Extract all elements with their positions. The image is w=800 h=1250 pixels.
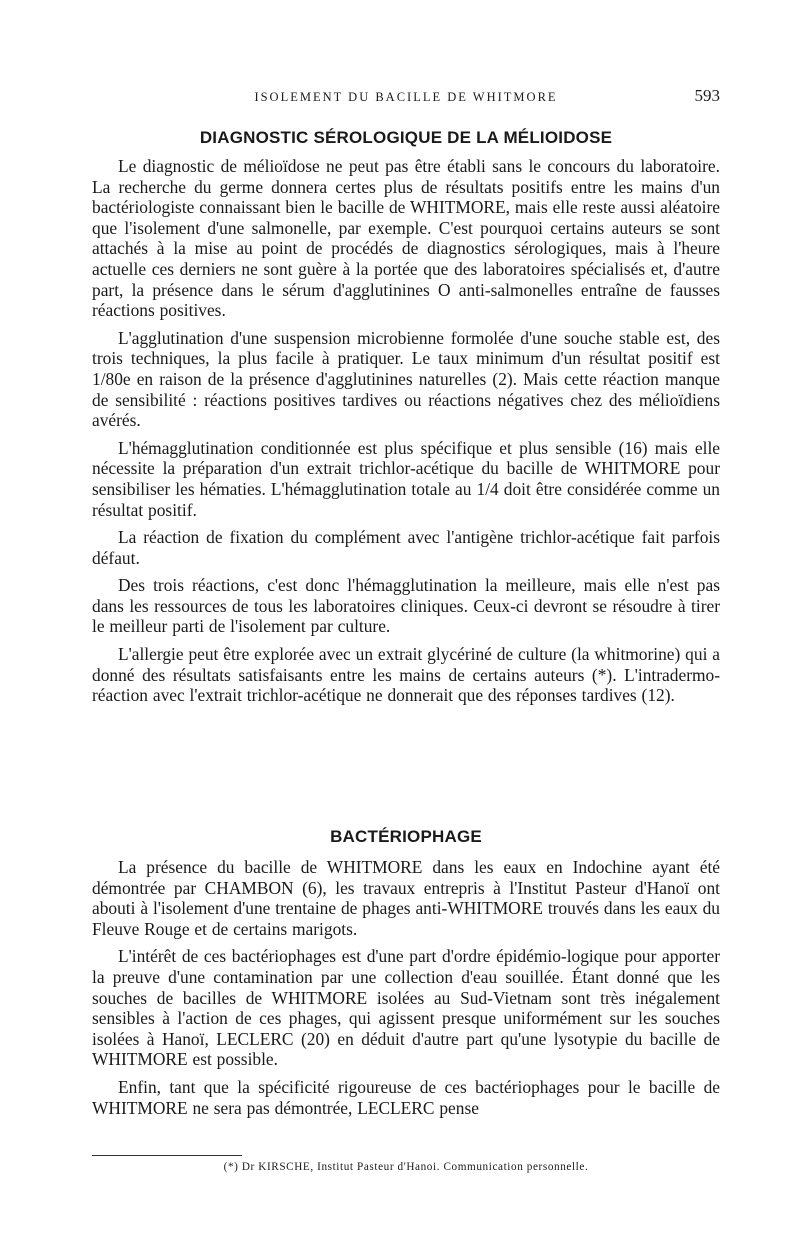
paragraph: Des trois réactions, c'est donc l'hémagglutination la meilleure, mais elle n'est pas dans les ressources de tous les laboratoires cliniques. Ceux-ci devront se résoudre à tirer le meilleur parti de l'isolement par culture. xyxy=(92,575,720,637)
paragraph: La réaction de fixation du complément avec l'antigène trichlor-acétique fait parfois défaut. xyxy=(92,527,720,568)
footnote: (*) Dr KIRSCHE, Institut Pasteur d'Hanoi. Communication personnelle. xyxy=(223,1161,589,1173)
section-body-serological-diagnosis xyxy=(92,156,720,713)
page-number: 593 xyxy=(694,86,720,105)
paragraph: Le diagnostic de mélioïdose ne peut pas être établi sans le concours du laboratoire. La recherche du germe donnera certes plus de résultats positifs entre les mains d'un bactériologiste connaissant bien le bacille de WHITMORE, mais elle reste aussi aléatoire que l'isolement d'une salmonelle, par exemple. C'est pourquoi certains auteurs se sont attachés à la mise au point de procédés de diagnostics sérologiques, mais à l'heure actuelle ces derniers ne sont guère à la portée que des laboratoires spécialisés et, d'autre part, la présence dans le sérum d'agglutinines O anti-salmonelles entraîne de fausses réactions positives. xyxy=(92,156,720,321)
paragraph: Enfin, tant que la spécificité rigoureuse de ces bactériophages pour le bacille de WHITMORE ne sera pas démontrée, LECLERC pense xyxy=(92,1076,720,1118)
section-body-bacteriophage xyxy=(92,857,720,1125)
footnote-rule xyxy=(92,1155,242,1156)
paragraph: L'allergie peut être explorée avec un extrait glycériné de culture (la whitmorine) qui a donné des résultats satisfaisants entre les mains de certains auteurs (*). L'intradermo-réaction avec l'extrait trichlor-acétique ne donnerait que des réponses tardives (12). xyxy=(92,644,720,706)
paragraph: L'agglutination d'une suspension microbienne formolée d'une souche stable est, des trois techniques, la plus facile à pratiquer. Le taux minimum d'un résultat positif est 1/80e en raison de la présence d'agglutinines naturelles (2). Mais cette réaction manque de sensibilité : réactions positives tardives ou réactions négatives chez des mélioïdiens avérés. xyxy=(92,327,720,431)
section-heading-bacteriophage: BACTÉRIOPHAGE xyxy=(330,827,482,846)
running-title: ISOLEMENT DU BACILLE DE WHITMORE xyxy=(254,90,558,104)
running-head xyxy=(92,86,720,108)
paragraph: La présence du bacille de WHITMORE dans les eaux en Indochine ayant été démontrée par CHAMBON (6), les travaux entrepris à l'Institut Pasteur d'Hanoï ont abouti à l'isolement d'une trentaine de phages anti-WHITMORE trouvés dans les eaux du Fleuve Rouge et de certains marigots. xyxy=(92,857,720,939)
section-heading-serological-diagnosis: DIAGNOSTIC SÉROLOGIQUE DE LA MÉLIOIDOSE xyxy=(199,128,613,147)
paragraph: L'intérêt de ces bactériophages est d'une part d'ordre épidémio-logique pour apporter la preuve d'une contamination par une collection d'eau souillée. Étant donné que les souches de bacilles de WHITMORE isolées au Sud-Vietnam sont très inégalement sensibles à l'action de ces phages, qui agissent presque uniformément sur les souches isolées à Hanoï, LECLERC (20) en déduit d'autre part qu'une lysotypie du bacille de WHITMORE est possible. xyxy=(92,946,720,1070)
paragraph: L'hémagglutination conditionnée est plus spécifique et plus sensible (16) mais elle nécessite la préparation d'un extrait trichlor-acétique du bacille de WHITMORE pour sensibiliser les hématies. L'hémagglutination totale au 1/4 doit être considérée comme un résultat positif. xyxy=(92,437,720,520)
